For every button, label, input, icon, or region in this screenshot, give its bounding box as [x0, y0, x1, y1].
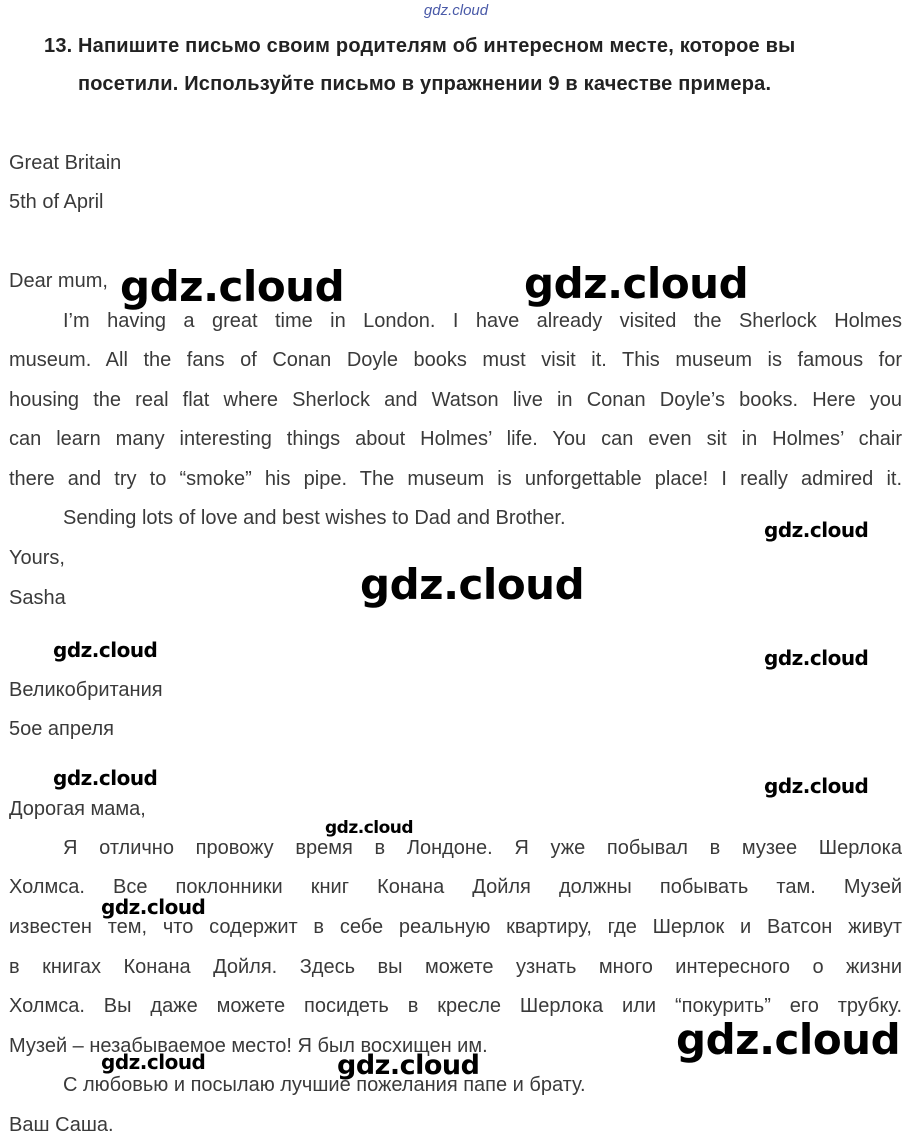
letter-ru-greeting: Дорогая мама, — [9, 798, 146, 820]
letter-en-place: Great Britain — [9, 152, 122, 174]
letter-en-body-line: there and try to “smoke” his pipe. The museum is unforgettable place! I really admired it. — [9, 468, 902, 490]
watermark: gdz.cloud — [524, 259, 749, 308]
letter-en-sign-off: Yours, — [9, 547, 65, 569]
watermark: gdz.cloud — [101, 895, 206, 919]
letter-en-body-line: housing the real flat where Sherlock and Watson live in Conan Doyle’s books. Here you — [9, 389, 902, 411]
watermark: gdz.cloud — [764, 646, 869, 670]
letter-ru-place: Великобритания — [9, 679, 163, 701]
watermark: gdz.cloud — [53, 638, 158, 662]
top-watermark: gdz.cloud — [423, 2, 489, 19]
letter-ru-signature: Ваш Саша. — [9, 1114, 114, 1136]
letter-ru-date: 5ое апреля — [9, 718, 114, 740]
letter-ru-body-line: известен тем, что содержит в себе реальную квартиру, где Шерлок и Ватсон живут — [9, 916, 902, 938]
watermark: gdz.cloud — [53, 766, 158, 790]
letter-ru-body-line: Я отлично провожу время в Лондоне. Я уже побывал в музее Шерлока — [63, 837, 902, 859]
letter-en-body-line: museum. All the fans of Conan Doyle books must visit it. This museum is famous for — [9, 349, 902, 371]
watermark: gdz.cloud — [120, 262, 345, 311]
letter-ru-body-line: Музей – незабываемое место! Я был восхищен им. — [9, 1035, 488, 1057]
letter-en-greeting: Dear mum, — [9, 270, 108, 292]
watermark: gdz.cloud — [337, 1050, 480, 1081]
task-number: 13. — [44, 35, 73, 57]
watermark: gdz.cloud — [764, 518, 869, 542]
task-instruction-line-1: Напишите письмо своим родителям об интересном месте, которое вы — [78, 35, 796, 57]
letter-en-signature: Sasha — [9, 587, 66, 609]
letter-en-body-line: I’m having a great time in London. I have already visited the Sherlock Holmes — [63, 310, 902, 332]
watermark: gdz.cloud — [676, 1015, 901, 1064]
letter-en-date: 5th of April — [9, 191, 104, 213]
letter-ru-body-line: Холмса. Вы даже можете посидеть в кресле Шерлока или “покурить” его трубку. — [9, 995, 902, 1017]
watermark: gdz.cloud — [101, 1050, 206, 1074]
watermark: gdz.cloud — [764, 774, 869, 798]
letter-ru-closing: С любовью и посылаю лучшие пожелания папе и брату. — [63, 1074, 586, 1096]
watermark: gdz.cloud — [360, 560, 585, 609]
letter-ru-body-line: в книгах Конана Дойля. Здесь вы можете узнать много интересного о жизни — [9, 956, 902, 978]
letter-en-closing: Sending lots of love and best wishes to Dad and Brother. — [63, 507, 566, 529]
task-instruction-line-2: посетили. Используйте письмо в упражнении 9 в качестве примера. — [78, 73, 772, 95]
letter-ru-body-line: Холмса. Все поклонники книг Конана Дойля должны побывать там. Музей — [9, 876, 902, 898]
letter-en-body-line: can learn many interesting things about Holmes’ life. You can even sit in Holmes’ chair — [9, 428, 902, 450]
watermark: gdz.cloud — [325, 818, 414, 838]
